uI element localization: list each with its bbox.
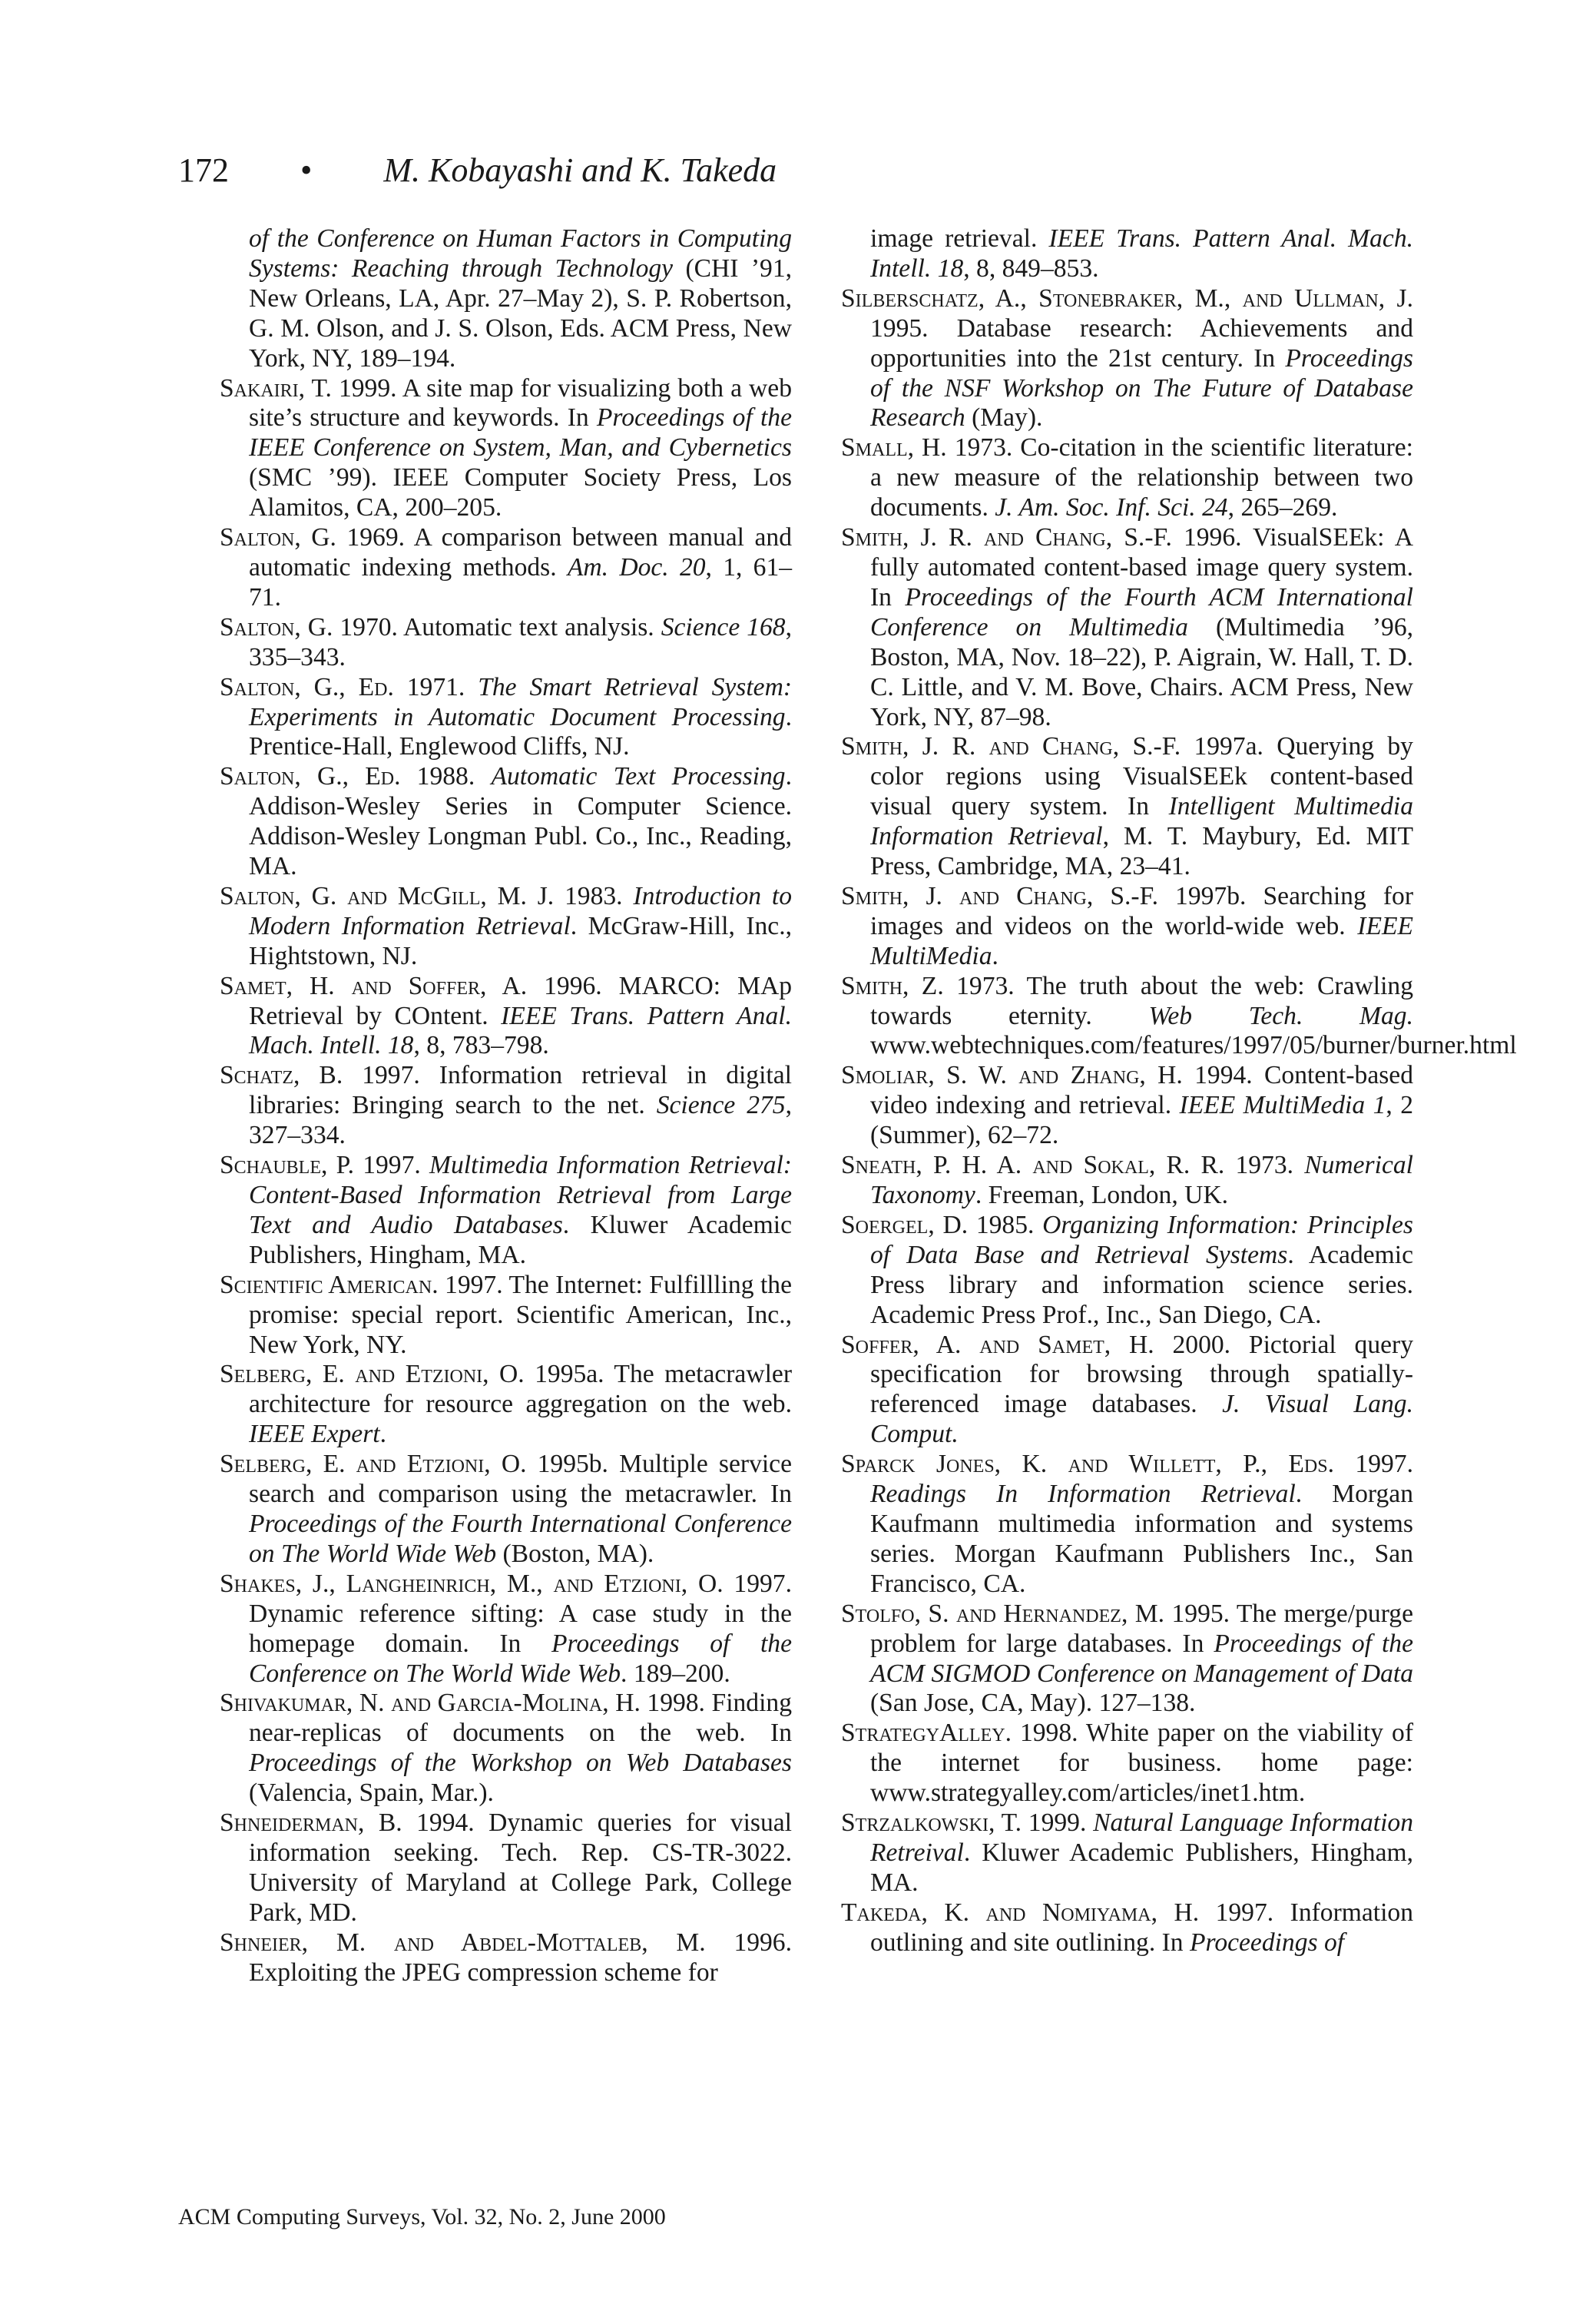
reference-text: , B. 1997. Information retrieval in digital libraries: Bringing search to the net. bbox=[249, 1061, 792, 1120]
author-name: Soffer bbox=[841, 1330, 913, 1359]
reference-text: , R. R. 1973. bbox=[1148, 1151, 1305, 1180]
italic-text: Numerical Taxonomy bbox=[870, 1151, 1413, 1209]
author-name: and Garcia-Molina bbox=[391, 1689, 603, 1718]
reference-text: , S.-F. 1997a. Querying by color regions using VisualSEEk content-based visual query system. In bbox=[870, 732, 1413, 821]
reference-text: . bbox=[379, 1420, 387, 1449]
author-name: and Ullman bbox=[1242, 283, 1379, 313]
reference-entry bbox=[220, 1450, 792, 1570]
reference-text: , 8, 849–853. bbox=[963, 254, 1099, 283]
reference-text: (San Jose, CA, May). 127–138. bbox=[870, 1689, 1196, 1718]
reference-entry bbox=[220, 1151, 792, 1271]
author-name: Langheinrich bbox=[346, 1569, 490, 1598]
reference-entry bbox=[220, 374, 792, 524]
reference-text: , J. R. bbox=[902, 732, 989, 761]
reference-text: . Kluwer Academic Publishers, Hingham, MA. bbox=[870, 1838, 1413, 1897]
author-name: Takeda bbox=[841, 1898, 922, 1927]
author-name: and Abdel-Mottaleb bbox=[393, 1928, 642, 1957]
page-number: 172 bbox=[178, 151, 229, 189]
reference-text: (SMC ’99). IEEE Computer Society Press, Los Alamitos, CA, 200–205. bbox=[249, 463, 792, 522]
reference-text: . 1997. bbox=[1327, 1450, 1413, 1479]
reference-text: . Morgan Kaufmann multimedia information and systems series. Morgan Kaufmann Publishers Inc., San Francisco, CA. bbox=[870, 1480, 1413, 1598]
reference-text: . Prentice-Hall, Englewood Cliffs, NJ. bbox=[249, 702, 792, 761]
reference-text: , M., bbox=[489, 1569, 554, 1598]
reference-entry bbox=[841, 284, 1413, 434]
author-name: Eds bbox=[1288, 1450, 1328, 1479]
author-name: and Etzioni bbox=[355, 1360, 483, 1389]
italic-text: IEEE Trans. Pattern Anal. Mach. Intell. 18 bbox=[249, 1001, 792, 1060]
reference-text: (CHI ’91, New Orleans, LA, Apr. 27–May 2), S. P. Robertson, G. M. Olson, and J. S. Olson, Eds. ACM Press, New York, NY, 189–194. bbox=[249, 254, 793, 373]
reference-text: . Academic Press library and information science series. Academic Press Prof., Inc., San Diego, CA. bbox=[870, 1240, 1413, 1329]
reference-text: , T. 1999. bbox=[988, 1808, 1094, 1838]
reference-entry bbox=[220, 1928, 792, 1988]
reference-text: , B. 1994. Dynamic queries for visual information seeking. Tech. Rep. CS-TR-3022. University of Maryland at College Park, College Park, MD. bbox=[249, 1808, 792, 1927]
reference-text: (Boston, MA). bbox=[496, 1539, 654, 1568]
italic-text: Natural Language Information Retreival bbox=[870, 1808, 1413, 1867]
reference-text: , 335–343. bbox=[249, 612, 792, 671]
reference-text: , A., bbox=[978, 283, 1039, 313]
reference-text: , H. 1994. Content-based video indexing and retrieval. bbox=[870, 1061, 1413, 1120]
reference-text: , G. bbox=[294, 881, 348, 910]
italic-text: Introduction to Modern Information Retrieval bbox=[249, 881, 792, 940]
running-authors: M. Kobayashi and K. Takeda bbox=[383, 151, 777, 189]
reference-entry bbox=[841, 732, 1413, 882]
reference-text: , G. 1970. Automatic text analysis. bbox=[294, 612, 661, 642]
reference-text: , S. W. bbox=[928, 1061, 1019, 1090]
reference-text: , T. 1999. A site map for visualizing both a web site’s structure and keywords. In bbox=[249, 373, 792, 433]
reference-text: , G., bbox=[294, 762, 366, 791]
italic-text: Proceedings of the ACM SIGMOD Conference on Management of Data bbox=[870, 1629, 1414, 1688]
author-name: Schauble bbox=[220, 1151, 322, 1180]
reference-text: , M. 1996. Exploiting the JPEG compression scheme for bbox=[249, 1928, 792, 1987]
reference-text: (May). bbox=[965, 403, 1043, 433]
author-name: and Nomiyama bbox=[985, 1898, 1151, 1927]
author-name: Salton bbox=[220, 523, 295, 552]
italic-text: Intelligent Multimedia Information Retrieval bbox=[870, 792, 1413, 851]
reference-entry bbox=[841, 523, 1413, 732]
reference-text: , 8, 783–798. bbox=[413, 1031, 549, 1060]
reference-text: , J., bbox=[295, 1569, 346, 1598]
reference-entry bbox=[220, 972, 792, 1062]
author-name: and Sokal bbox=[1032, 1151, 1149, 1180]
author-name: and Zhang bbox=[1018, 1061, 1140, 1090]
author-name: Silberschatz bbox=[841, 283, 979, 313]
reference-text: , M. T. Maybury, Ed. MIT Press, Cambridge, MA, 23–41. bbox=[870, 822, 1413, 881]
italic-text: of the Conference on Human Factors in Computing Systems: Reaching through Technology bbox=[249, 224, 792, 283]
italic-text: The Smart Retrieval System: Experiments in Automatic Document Processing bbox=[249, 672, 793, 731]
author-name: Smoliar bbox=[841, 1061, 929, 1090]
reference-text: , S. bbox=[914, 1599, 956, 1628]
reference-entry bbox=[841, 224, 1413, 284]
reference-entry bbox=[841, 1898, 1413, 1958]
author-name: Salton bbox=[220, 612, 295, 642]
reference-text: , N. bbox=[346, 1689, 392, 1718]
author-name: and McGill bbox=[347, 881, 481, 910]
reference-text: , J. 1995. Database research: Achievements and opportunities into the 21st century. In bbox=[870, 283, 1413, 373]
reference-text: , 2 (Summer), 62–72. bbox=[870, 1091, 1413, 1150]
italic-text: IEEE Expert bbox=[249, 1420, 380, 1449]
reference-entry bbox=[220, 1360, 792, 1450]
reference-text: . McGraw-Hill, Inc., Hightstown, NJ. bbox=[249, 911, 792, 970]
reference-text: , G., bbox=[294, 672, 359, 701]
italic-text: Science 168 bbox=[661, 612, 786, 642]
reference-text: , E. bbox=[306, 1360, 356, 1389]
italic-text: Proceedings of bbox=[1189, 1928, 1345, 1957]
author-name: Salton bbox=[220, 672, 295, 701]
reference-text: , J. bbox=[902, 881, 960, 910]
running-header bbox=[178, 151, 777, 191]
author-name: Ed bbox=[365, 762, 395, 791]
author-name: Shneiderman bbox=[220, 1808, 358, 1838]
italic-text: Proceedings of the IEEE Conference on System, Man, and Cybernetics bbox=[249, 403, 792, 462]
italic-text: Proceedings of the NSF Workshop on The Future of Database Research bbox=[870, 343, 1413, 433]
italic-text: Proceedings of the Workshop on Web Databases bbox=[249, 1749, 792, 1778]
author-name: Sneath bbox=[841, 1151, 916, 1180]
author-name: Strzalkowski bbox=[841, 1808, 989, 1838]
italic-text: J. Am. Soc. Inf. Sci. 24 bbox=[995, 493, 1228, 522]
italic-text: Proceedings of the Fourth ACM International Conference on Multimedia bbox=[870, 582, 1413, 642]
italic-text: Readings In Information Retrieval bbox=[870, 1480, 1296, 1509]
journal-footer: ACM Computing Surveys, Vol. 32, No. 2, June 2000 bbox=[178, 2204, 666, 2230]
reference-entry bbox=[841, 1600, 1413, 1719]
author-name: Sakairi bbox=[220, 373, 299, 403]
reference-text: , K. bbox=[994, 1450, 1068, 1479]
header-bullet: • bbox=[300, 151, 313, 189]
italic-text: J. Visual Lang. Comput. bbox=[870, 1390, 1413, 1449]
reference-text: , H. 1997. Information outlining and site outlining. In bbox=[870, 1898, 1414, 1957]
reference-text: , M. J. 1983. bbox=[480, 881, 634, 910]
reference-text: , H. 1973. Co-citation in the scientific literature: a new measure of the relationship between two documents. bbox=[870, 433, 1413, 522]
author-name: Salton bbox=[220, 881, 295, 910]
italic-text: Web Tech. Mag. bbox=[1148, 1001, 1413, 1030]
reference-entry bbox=[841, 1450, 1413, 1600]
italic-text: Automatic Text Processing bbox=[491, 762, 786, 791]
author-name: Salton bbox=[220, 762, 295, 791]
reference-text: . Freeman, London, UK. bbox=[975, 1181, 1229, 1209]
author-name: Schatz bbox=[220, 1061, 294, 1090]
author-name: and Chang bbox=[959, 881, 1087, 910]
reference-text: . 1998. White paper on the viability of the internet for business. home page: www.strategyalley.com/articles/inet1.htm. bbox=[870, 1719, 1413, 1808]
author-name: Sparck Jones bbox=[841, 1450, 995, 1479]
author-name: and Chang bbox=[983, 523, 1106, 552]
references-right-column bbox=[841, 224, 1517, 1958]
author-name: Smith bbox=[841, 881, 902, 910]
author-name: and Hernandez bbox=[955, 1599, 1121, 1628]
reference-entry bbox=[220, 673, 792, 763]
author-name: Selberg bbox=[220, 1360, 306, 1389]
author-name: Selberg bbox=[220, 1450, 306, 1479]
italic-text: IEEE MultiMedia bbox=[870, 911, 1413, 970]
author-name: Stolfo bbox=[841, 1599, 915, 1628]
reference-text: , P. H. A. bbox=[916, 1151, 1033, 1180]
author-name: StrategyAlley bbox=[841, 1719, 1005, 1748]
references-left-column bbox=[220, 224, 792, 1988]
author-name: Stonebraker bbox=[1038, 283, 1177, 313]
reference-text: , M. bbox=[301, 1928, 394, 1957]
reference-entry bbox=[841, 1331, 1413, 1450]
reference-entry bbox=[841, 1061, 1413, 1151]
reference-text: . 1971. bbox=[387, 672, 479, 701]
reference-entry bbox=[841, 1808, 1413, 1898]
reference-entry bbox=[220, 613, 792, 673]
reference-text: , K. bbox=[921, 1898, 986, 1927]
reference-text: , Z. 1973. The truth about the web: Crawling towards eternity. bbox=[870, 971, 1413, 1030]
reference-entry bbox=[220, 1808, 792, 1928]
reference-text: , A. 1996. MARCO: MAp Retrieval by COntent. bbox=[249, 971, 792, 1030]
author-name: Shakes bbox=[220, 1569, 296, 1598]
author-name: Smith bbox=[841, 971, 902, 1000]
reference-text: , M. 1995. The merge/purge problem for large databases. In bbox=[870, 1599, 1413, 1658]
reference-text: image retrieval. bbox=[870, 224, 1049, 253]
italic-text: Proceedings of the Conference on The World Wide Web bbox=[249, 1629, 792, 1688]
reference-text: , O. 1997. Dynamic reference sifting: A case study in the homepage domain. In bbox=[249, 1569, 792, 1658]
author-name: Shivakumar bbox=[220, 1689, 346, 1718]
reference-text: , D. 1985. bbox=[928, 1210, 1043, 1239]
reference-text: , 265–269. bbox=[1227, 493, 1338, 522]
reference-entry bbox=[841, 971, 1517, 1062]
reference-entry bbox=[220, 762, 792, 882]
reference-entry bbox=[220, 1271, 792, 1361]
reference-text: . Kluwer Academic Publishers, Hingham, MA. bbox=[249, 1210, 792, 1269]
reference-entry bbox=[841, 882, 1413, 972]
reference-text: , A. bbox=[912, 1330, 980, 1359]
author-name: and Chang bbox=[989, 732, 1113, 761]
reference-text: (Multimedia ’96, Boston, MA, Nov. 18–22), P. Aigrain, W. Hall, T. D. C. Little, and V. M. Bove, Chairs. ACM Press, New York, NY, 87–98. bbox=[870, 612, 1413, 731]
author-name: and Soffer bbox=[351, 971, 480, 1000]
author-name: and Samet bbox=[979, 1330, 1104, 1359]
italic-text: IEEE Trans. Pattern Anal. Mach. Intell. 18 bbox=[870, 224, 1413, 283]
reference-entry bbox=[220, 882, 792, 972]
reference-entry bbox=[220, 224, 792, 374]
author-name: Scientific American bbox=[220, 1270, 432, 1299]
italic-text: Science 275 bbox=[656, 1091, 786, 1120]
reference-text: , P., bbox=[1215, 1450, 1289, 1479]
reference-entry bbox=[841, 433, 1413, 523]
reference-text: . 1997. The Internet: Fulfillling the promise: special report. Scientific American, Inc., New York, NY. bbox=[249, 1270, 792, 1359]
reference-text: , H. 2000. Pictorial query specification for browsing through spatially-referenced image databases. bbox=[870, 1330, 1413, 1419]
italic-text: Proceedings of the Fourth International Conference on The World Wide Web bbox=[249, 1509, 792, 1568]
italic-text: Organizing Information: Principles of Data Base and Retrieval Systems bbox=[870, 1210, 1413, 1269]
reference-text: . 1988. bbox=[394, 762, 492, 791]
author-name: Soergel bbox=[841, 1210, 929, 1239]
italic-text: Am. Doc. 20 bbox=[567, 552, 706, 582]
reference-text: , M., bbox=[1176, 283, 1243, 313]
reference-text: , H. bbox=[286, 971, 352, 1000]
reference-text: , O. 1995a. The metacrawler architecture for resource aggregation on the web. bbox=[249, 1360, 792, 1419]
reference-text: www.webtechniques.com/features/1997/05/burner/burner.html bbox=[870, 1031, 1517, 1060]
author-name: Smith bbox=[841, 732, 902, 761]
reference-entry bbox=[220, 523, 792, 613]
author-name: and Willett bbox=[1068, 1450, 1216, 1479]
italic-text: IEEE MultiMedia 1 bbox=[1179, 1091, 1386, 1120]
reference-entry bbox=[841, 1719, 1413, 1808]
reference-text: , S.-F. 1996. VisualSEEk: A fully automated content-based image query system. In bbox=[870, 523, 1413, 612]
reference-text: , J. R. bbox=[902, 523, 984, 552]
author-name: Ed bbox=[358, 672, 388, 701]
author-name: Small bbox=[841, 433, 908, 462]
reference-text: , E. bbox=[306, 1450, 356, 1479]
reference-text: , 327–334. bbox=[249, 1091, 792, 1150]
reference-text: . bbox=[992, 941, 998, 970]
reference-text: , 1, 61–71. bbox=[249, 552, 793, 612]
reference-text: , G. 1969. A comparison between manual and automatic indexing methods. bbox=[249, 523, 792, 582]
reference-entry bbox=[841, 1151, 1413, 1211]
reference-entry bbox=[841, 1211, 1413, 1331]
reference-text: , S.-F. 1997b. Searching for images and videos on the world-wide web. bbox=[870, 881, 1413, 940]
reference-text: . Addison-Wesley Series in Computer Science. Addison-Wesley Longman Publ. Co., Inc., Reading, MA. bbox=[249, 762, 792, 881]
author-name: Smith bbox=[841, 523, 902, 552]
author-name: and Etzioni bbox=[356, 1450, 485, 1479]
reference-entry bbox=[220, 1689, 792, 1808]
reference-text: (Valencia, Spain, Mar.). bbox=[249, 1779, 494, 1808]
reference-entry bbox=[220, 1061, 792, 1151]
reference-text: . 189–200. bbox=[621, 1659, 730, 1688]
author-name: and Etzioni bbox=[553, 1569, 681, 1598]
reference-text: , H. 1998. Finding near-replicas of documents on the web. In bbox=[249, 1689, 793, 1748]
reference-text: , O. 1995b. Multiple service search and comparison using the metacrawler. In bbox=[249, 1450, 792, 1509]
reference-text: , P. 1997. bbox=[321, 1151, 430, 1180]
reference-entry bbox=[220, 1570, 792, 1689]
author-name: Shneier bbox=[220, 1928, 302, 1957]
italic-text: Multimedia Information Retrieval: Content-Based Information Retrieval from Large Text and Audio Databases bbox=[249, 1151, 792, 1239]
author-name: Samet bbox=[220, 971, 286, 1000]
